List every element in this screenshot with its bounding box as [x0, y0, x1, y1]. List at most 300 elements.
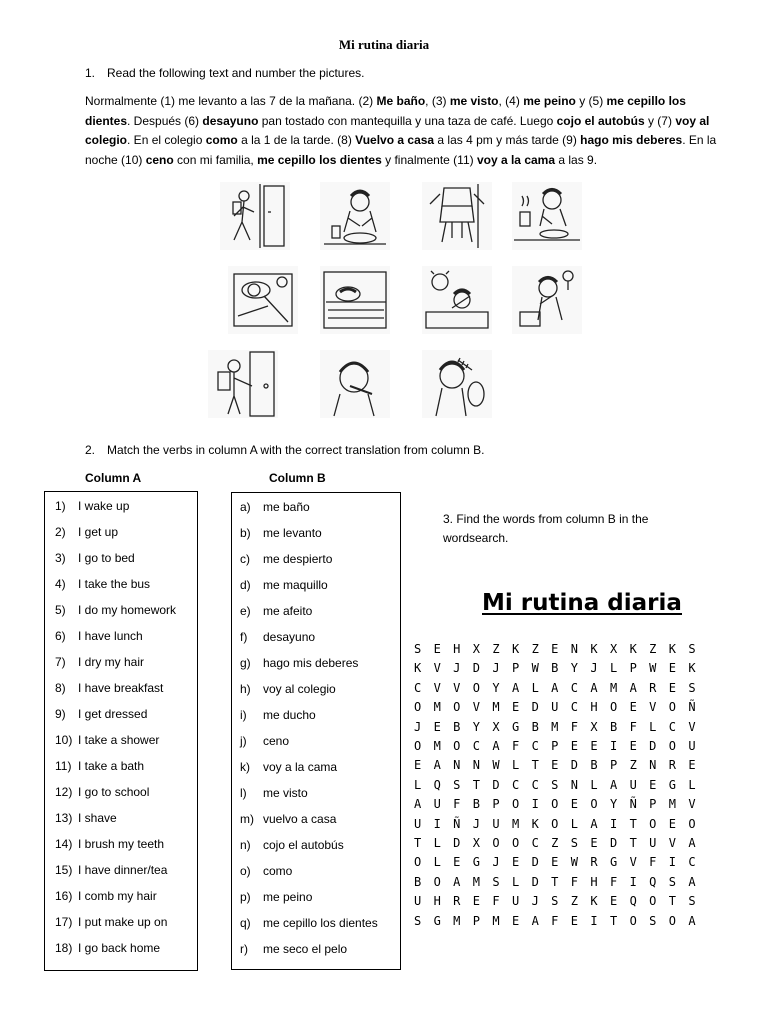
wordsearch-letter[interactable]: O — [590, 797, 598, 812]
wordsearch-letter[interactable]: D — [492, 777, 500, 792]
list-item — [55, 629, 143, 643]
wordsearch-letter[interactable]: J — [531, 894, 539, 909]
paragraph-text: a las 7 de la mañana. (2) — [237, 94, 377, 108]
wordsearch-letter[interactable]: M — [492, 913, 500, 928]
wordsearch-letter[interactable]: C — [531, 777, 539, 792]
wordsearch-letter[interactable]: G — [472, 855, 480, 870]
paragraph-text: a las 4 pm y más tarde (9) — [434, 133, 581, 147]
wordsearch-letter[interactable]: O — [668, 700, 676, 715]
bold-phrase: me peino — [523, 94, 576, 108]
item-number: q) — [240, 916, 251, 930]
wordsearch-letter[interactable]: U — [649, 836, 657, 850]
list-item — [55, 655, 144, 669]
wordsearch-letter[interactable]: O — [551, 816, 559, 831]
item-text: I go to school — [78, 785, 150, 799]
paragraph-text: . En la noche (10) — [85, 133, 717, 167]
wordsearch-letter[interactable]: F — [609, 874, 618, 889]
wordsearch-letter[interactable]: A — [629, 680, 637, 695]
wordsearch-letter[interactable]: V — [688, 797, 696, 812]
wordsearch-letter[interactable]: U — [551, 700, 559, 715]
wordsearch-letter[interactable]: E — [609, 894, 618, 909]
wordsearch-letter[interactable]: P — [472, 913, 480, 928]
wordsearch-letter[interactable]: U — [413, 816, 422, 831]
wordsearch-letter[interactable]: S — [413, 913, 422, 928]
wordsearch-letter[interactable]: U — [629, 777, 637, 792]
wordsearch-letter[interactable]: O — [413, 739, 422, 753]
wordsearch-letter[interactable]: C — [413, 680, 422, 695]
wordsearch-letter[interactable]: L — [570, 816, 578, 831]
leaving-door-picture — [220, 182, 290, 250]
waking-alarm-picture — [422, 266, 492, 334]
wordsearch-letter[interactable]: G — [433, 913, 441, 928]
item-number: 11) — [55, 759, 72, 773]
wordsearch-letter[interactable]: S — [551, 777, 559, 792]
wordsearch-letter[interactable]: V — [649, 700, 657, 715]
wordsearch-letter[interactable]: F — [511, 739, 520, 753]
wordsearch-letter[interactable]: W — [570, 855, 578, 870]
wordsearch-letter[interactable]: D — [472, 661, 480, 676]
list-item — [240, 760, 337, 774]
wordsearch-letter[interactable]: Y — [492, 680, 500, 695]
paragraph-text: pan tostado con mantequilla y una taza de café. Luego — [258, 113, 557, 128]
wordsearch-letter[interactable]: U — [433, 797, 441, 812]
wordsearch-letter[interactable]: B — [590, 758, 598, 773]
wordsearch-letter[interactable]: I — [531, 797, 539, 812]
wordsearch-letter[interactable]: E — [551, 855, 559, 870]
wordsearch-letter[interactable]: S — [551, 894, 559, 909]
wordsearch-letter[interactable]: S — [570, 836, 578, 850]
item-number: 5) — [55, 603, 66, 617]
wordsearch-letter[interactable]: Z — [551, 836, 559, 850]
wordsearch-letter[interactable]: O — [433, 874, 441, 889]
wordsearch-letter[interactable]: H — [433, 894, 441, 909]
list-item — [55, 707, 147, 721]
wordsearch-letter[interactable]: C — [668, 719, 676, 734]
wordsearch-letter[interactable]: E — [511, 913, 520, 928]
wordsearch-letter[interactable]: O — [413, 700, 422, 715]
wordsearch-letter[interactable]: D — [609, 836, 618, 850]
wordsearch-letter[interactable]: V — [688, 719, 696, 734]
wordsearch-letter[interactable]: T — [472, 777, 480, 792]
wordsearch-letter[interactable]: K — [511, 642, 520, 656]
wordsearch-letter[interactable]: S — [688, 642, 696, 656]
wordsearch-letter[interactable]: V — [629, 855, 637, 870]
wordsearch-letter[interactable]: E — [433, 642, 441, 656]
wordsearch-letter[interactable]: S — [492, 874, 500, 889]
item-number: j) — [240, 734, 247, 748]
wordsearch-letter[interactable]: E — [570, 739, 578, 753]
paragraph-text: , (4) — [498, 94, 524, 108]
wordsearch-letter[interactable]: Y — [609, 797, 618, 812]
wordsearch-letter[interactable]: H — [590, 700, 598, 715]
wordsearch-letter[interactable]: J — [413, 719, 422, 734]
wordsearch-letter[interactable]: G — [609, 855, 618, 870]
wordsearch-letter[interactable]: A — [590, 680, 598, 695]
wordsearch-letter[interactable]: T — [629, 836, 637, 850]
list-item — [240, 916, 378, 930]
wordsearch-letter[interactable]: J — [590, 661, 598, 676]
wordsearch-letter[interactable]: U — [413, 894, 422, 909]
wordsearch-letter[interactable]: E — [590, 739, 598, 753]
wordsearch-letter[interactable]: U — [688, 739, 696, 753]
wordsearch-letter[interactable]: A — [492, 739, 500, 753]
wordsearch-letter[interactable]: E — [590, 836, 598, 850]
wordsearch-letter[interactable]: C — [472, 739, 480, 753]
wordsearch-letter[interactable]: D — [570, 758, 578, 773]
wordsearch-letter[interactable]: V — [668, 836, 676, 850]
wordsearch-letter[interactable]: D — [453, 836, 461, 850]
wordsearch-letter[interactable]: G — [511, 719, 520, 734]
wordsearch-letter[interactable]: B — [453, 719, 461, 734]
wordsearch-letter[interactable]: E — [511, 700, 520, 715]
wordsearch-letter[interactable]: D — [649, 739, 657, 753]
wordsearch-letter[interactable]: O — [688, 816, 696, 831]
wordsearch-letter[interactable]: M — [433, 739, 441, 753]
wordsearch-letter[interactable]: Q — [433, 777, 441, 792]
bold-phrase: desayuno — [202, 113, 259, 128]
wordsearch-letter[interactable]: K — [590, 642, 598, 656]
wordsearch-letter[interactable]: W — [492, 758, 500, 773]
wordsearch-letter[interactable]: E — [472, 894, 480, 909]
question-2-number: 2. — [85, 443, 96, 457]
wordsearch-letter[interactable]: F — [551, 913, 559, 928]
bold-phrase: me cepillo los dientes — [85, 94, 686, 128]
reading-paragraph — [85, 92, 717, 170]
wordsearch-letter[interactable]: M — [453, 913, 461, 928]
wordsearch-letter[interactable]: T — [531, 758, 539, 773]
item-text: me seco el pelo — [263, 942, 348, 956]
wordsearch-letter[interactable]: K — [413, 661, 422, 676]
item-text: me maquillo — [263, 578, 328, 592]
paragraph-text: a las 9. — [555, 152, 598, 167]
wordsearch-letter[interactable]: A — [531, 913, 539, 928]
wordsearch-letter[interactable]: F — [649, 855, 657, 870]
getting-dressed-picture — [422, 182, 492, 250]
wordsearch-letter[interactable]: O — [511, 797, 520, 812]
wordsearch-letter[interactable]: F — [570, 874, 578, 889]
wordsearch-letter[interactable]: A — [609, 777, 618, 792]
wordsearch-letter[interactable]: T — [413, 836, 422, 850]
paragraph-text: Normalmente — [85, 94, 161, 108]
wordsearch-letter[interactable]: A — [688, 874, 696, 889]
wordsearch-letter[interactable]: A — [551, 680, 559, 695]
wordsearch-letter[interactable]: O — [511, 836, 520, 850]
item-text: I brush my teeth — [78, 837, 165, 851]
wordsearch-letter[interactable]: S — [453, 777, 461, 792]
wordsearch-letter[interactable]: S — [668, 874, 676, 889]
wordsearch-letter[interactable]: M — [472, 874, 480, 889]
wordsearch-letter[interactable]: Y — [570, 661, 578, 676]
wordsearch-letter[interactable]: L — [531, 680, 539, 695]
wordsearch-letter[interactable]: C — [570, 680, 578, 695]
list-item — [240, 526, 322, 540]
wordsearch-letter[interactable]: D — [531, 700, 539, 715]
item-text: me visto — [263, 786, 308, 800]
wordsearch-letter[interactable]: Z — [531, 642, 539, 656]
wordsearch-letter[interactable]: C — [570, 700, 578, 715]
item-number: g) — [240, 656, 251, 670]
wordsearch-letter[interactable]: N — [472, 758, 480, 773]
wordsearch-letter[interactable]: N — [570, 777, 578, 792]
wordsearch-letter[interactable]: O — [649, 816, 657, 831]
wordsearch-letter[interactable]: H — [453, 642, 461, 656]
wordsearch-letter[interactable]: P — [492, 797, 500, 812]
wordsearch-letter[interactable]: K — [590, 894, 598, 909]
wordsearch-letter[interactable]: O — [668, 913, 676, 928]
list-item — [240, 890, 312, 904]
wordsearch-letter[interactable]: S — [688, 894, 696, 909]
wordsearch-letter[interactable]: O — [453, 739, 461, 753]
bold-phrase: me visto — [449, 94, 499, 108]
list-item — [55, 733, 159, 747]
wordsearch-letter[interactable]: U — [511, 894, 520, 909]
wordsearch-letter[interactable]: E — [668, 661, 676, 676]
wordsearch-letter[interactable]: I — [629, 874, 637, 889]
item-text: me despierto — [263, 552, 333, 566]
wordsearch-letter[interactable]: A — [453, 874, 461, 889]
wordsearch-letter[interactable]: O — [668, 739, 676, 753]
wordsearch-letter[interactable]: L — [433, 836, 441, 850]
item-number: 3) — [55, 551, 66, 565]
item-text: I wake up — [78, 499, 130, 513]
wordsearch-letter[interactable]: O — [492, 836, 500, 850]
wordsearch-letter[interactable]: E — [551, 642, 559, 656]
wordsearch-letter[interactable]: J — [492, 661, 500, 676]
wordsearch-letter[interactable]: N — [649, 758, 657, 773]
wordsearch-letter[interactable]: E — [511, 855, 520, 870]
wordsearch-letter[interactable]: C — [531, 739, 539, 753]
wordsearch-letter[interactable]: R — [590, 855, 598, 870]
item-number: 14) — [55, 837, 73, 851]
bold-phrase: como — [205, 133, 238, 147]
item-number: 17) — [55, 915, 73, 929]
wordsearch-letter[interactable]: Ñ — [629, 797, 637, 812]
wordsearch-letter[interactable]: L — [413, 777, 422, 792]
list-item — [55, 915, 167, 929]
wordsearch-letter[interactable]: O — [472, 680, 480, 695]
wordsearch-letter[interactable]: H — [590, 874, 598, 889]
wordsearch-letter[interactable]: M — [492, 700, 500, 715]
wordsearch-letter[interactable]: A — [590, 816, 598, 831]
item-number: 13) — [55, 811, 73, 825]
wordsearch-letter[interactable]: P — [609, 758, 618, 773]
wordsearch-letter[interactable]: R — [668, 758, 676, 773]
wordsearch-letter[interactable]: P — [629, 661, 637, 676]
wordsearch-letter[interactable]: I — [609, 816, 618, 831]
item-text: I comb my hair — [78, 889, 157, 903]
wordsearch-letter[interactable]: E — [570, 797, 578, 812]
wordsearch-letter[interactable]: N — [570, 642, 578, 656]
item-number: m) — [240, 812, 254, 826]
question-1 — [85, 66, 364, 80]
wordsearch-letter[interactable]: L — [433, 855, 441, 870]
wordsearch-letter[interactable]: P — [551, 739, 559, 753]
wordsearch-letter[interactable]: K — [629, 642, 637, 656]
wordsearch-letter[interactable]: T — [629, 816, 637, 831]
wordsearch-letter[interactable]: G — [668, 777, 676, 792]
item-number: 6) — [55, 629, 66, 643]
paragraph-text: con mi familia, — [173, 152, 258, 167]
wordsearch-letter[interactable]: B — [609, 719, 618, 734]
wordsearch-letter[interactable]: X — [609, 642, 618, 656]
wordsearch-letter[interactable]: E — [668, 680, 676, 695]
brushing-teeth-picture — [320, 350, 390, 418]
item-text: desayuno — [263, 630, 316, 644]
list-item — [240, 812, 336, 826]
item-text: I take a bath — [78, 759, 145, 773]
wordsearch-letter[interactable]: O — [551, 797, 559, 812]
wordsearch-letter[interactable]: M — [511, 816, 520, 831]
wordsearch-letter[interactable]: E — [453, 855, 461, 870]
list-item — [55, 889, 157, 903]
paragraph-text: y (5) — [575, 94, 607, 108]
wordsearch-letter[interactable]: I — [433, 816, 441, 831]
wordsearch-letter[interactable]: D — [531, 855, 539, 870]
wordsearch-letter[interactable]: Q — [649, 874, 657, 889]
wordsearch-letter[interactable]: E — [668, 816, 676, 831]
wordsearch-letter[interactable]: E — [629, 739, 637, 753]
item-number: 2) — [55, 525, 66, 539]
item-text: cojo el autobús — [263, 838, 344, 852]
wordsearch-letter[interactable]: I — [590, 913, 598, 928]
wordsearch-letter[interactable]: W — [649, 661, 657, 676]
wordsearch-letter[interactable]: K — [531, 816, 539, 831]
wordsearch-letter[interactable]: Q — [629, 894, 637, 909]
wordsearch-letter[interactable]: F — [570, 719, 578, 734]
wordsearch-title: Mi rutina diaria — [482, 590, 682, 616]
wordsearch-letter[interactable]: C — [531, 836, 539, 850]
wordsearch-letter[interactable]: O — [453, 700, 461, 715]
item-text: I get up — [78, 525, 119, 539]
question-1-number: 1. — [85, 66, 96, 80]
wordsearch-letter[interactable]: B — [413, 874, 422, 889]
wordsearch-letter[interactable]: J — [453, 661, 461, 676]
wordsearch-letter[interactable]: L — [511, 874, 520, 889]
wordsearch-letter[interactable]: L — [688, 777, 696, 792]
wordsearch-letter[interactable]: Z — [570, 894, 578, 909]
pictures-grid — [200, 178, 600, 426]
item-text: I go to bed — [78, 551, 135, 565]
item-text: I go back home — [78, 941, 161, 955]
wordsearch-letter[interactable]: L — [511, 758, 520, 773]
wordsearch-letter[interactable]: O — [413, 855, 422, 870]
wordsearch-letter[interactable]: R — [649, 680, 657, 695]
wordsearch-letter[interactable]: M — [609, 680, 618, 695]
wordsearch-letter[interactable]: T — [668, 894, 676, 909]
wordsearch-letter[interactable]: E — [629, 700, 637, 715]
wordsearch-letter[interactable]: B — [472, 797, 480, 812]
wordsearch-letter[interactable]: A — [688, 913, 696, 928]
list-item — [55, 577, 150, 591]
wordsearch-letter[interactable]: F — [629, 719, 637, 734]
wordsearch-letter[interactable]: O — [649, 894, 657, 909]
wordsearch-letter[interactable]: F — [492, 894, 500, 909]
wordsearch-letter[interactable]: B — [551, 661, 559, 676]
wordsearch-letter[interactable]: P — [649, 797, 657, 812]
list-item — [55, 499, 129, 513]
wordsearch-letter[interactable]: M — [551, 719, 559, 734]
list-item — [55, 759, 144, 773]
bold-phrase: cojo el autobús — [556, 113, 645, 128]
paragraph-text: . Después (6) — [127, 113, 203, 128]
wordsearch-letter[interactable]: X — [472, 642, 480, 656]
wordsearch-letter[interactable]: E — [433, 719, 441, 734]
wordsearch-letter[interactable]: C — [688, 855, 696, 870]
item-text: hago mis deberes — [263, 656, 359, 670]
wordsearch-letter[interactable]: V — [433, 661, 441, 676]
wordsearch-letter[interactable]: J — [492, 855, 500, 870]
wordsearch-letter[interactable]: E — [688, 758, 696, 773]
bold-phrase: Vuelvo a casa — [355, 133, 435, 147]
item-number: 10) — [55, 733, 73, 747]
wordsearch-letter[interactable]: I — [668, 855, 676, 870]
wordsearch-letter[interactable]: P — [511, 661, 520, 676]
item-number: d) — [240, 578, 251, 592]
item-number: c) — [240, 552, 250, 566]
wordsearch-letter[interactable]: E — [551, 758, 559, 773]
wordsearch-letter[interactable]: W — [531, 661, 539, 676]
wordsearch-letter[interactable]: K — [688, 661, 696, 676]
wordsearch-letter[interactable]: V — [472, 700, 480, 715]
wordsearch-letter[interactable]: E — [570, 913, 578, 928]
item-number: 16) — [55, 889, 73, 903]
wordsearch-letter[interactable]: A — [511, 680, 520, 695]
wordsearch-letter[interactable]: A — [433, 758, 441, 773]
wordsearch-letter[interactable]: V — [433, 680, 441, 695]
wordsearch-letter[interactable]: M — [433, 700, 441, 715]
wordsearch-letter[interactable]: S — [413, 642, 422, 656]
wordsearch-letter[interactable]: N — [453, 758, 461, 773]
wordsearch-letter[interactable]: O — [629, 913, 637, 928]
wordsearch-letter[interactable]: X — [492, 719, 500, 734]
wordsearch-letter[interactable]: F — [453, 797, 461, 812]
wordsearch-letter[interactable]: L — [590, 777, 598, 792]
wordsearch-letter[interactable]: V — [453, 680, 461, 695]
wordsearch-letter[interactable]: O — [609, 700, 618, 715]
wordsearch-letter[interactable]: X — [590, 719, 598, 734]
wordsearch-letter[interactable]: Z — [649, 642, 657, 656]
wordsearch-letter[interactable]: Z — [629, 758, 637, 773]
wordsearch-letter[interactable]: Z — [492, 642, 500, 656]
wordsearch-letter[interactable]: J — [472, 816, 480, 831]
wordsearch-letter[interactable]: U — [492, 816, 500, 831]
wordsearch-letter[interactable]: Ñ — [688, 700, 696, 715]
wordsearch-letter[interactable]: E — [649, 777, 657, 792]
wordsearch-letter[interactable]: R — [453, 894, 461, 909]
wordsearch-letter[interactable]: T — [609, 913, 618, 928]
wordsearch-letter[interactable]: A — [688, 836, 696, 850]
wordsearch-letter[interactable]: T — [551, 874, 559, 889]
wordsearch-letter[interactable]: X — [472, 836, 480, 850]
wordsearch-letter[interactable]: D — [531, 874, 539, 889]
item-text: me peino — [263, 890, 313, 904]
wordsearch-letter[interactable]: E — [413, 758, 422, 773]
wordsearch-letter[interactable]: S — [649, 913, 657, 928]
list-item — [55, 525, 118, 539]
wordsearch-letter[interactable]: K — [668, 642, 676, 656]
wordsearch-letter[interactable]: M — [668, 797, 676, 812]
wordsearch-letter[interactable]: Ñ — [453, 816, 461, 831]
wordsearch-letter[interactable]: L — [649, 719, 657, 734]
wordsearch-letter[interactable]: C — [511, 777, 520, 792]
wordsearch-letter[interactable]: L — [609, 661, 618, 676]
wordsearch-letter[interactable]: S — [688, 680, 696, 695]
wordsearch-letter[interactable]: B — [531, 719, 539, 734]
page-title: Mi rutina diaria — [338, 37, 430, 52]
wordsearch-letter[interactable]: Y — [472, 719, 480, 734]
wordsearch-letter[interactable]: I — [609, 739, 618, 753]
wordsearch-letter[interactable]: A — [413, 797, 422, 812]
